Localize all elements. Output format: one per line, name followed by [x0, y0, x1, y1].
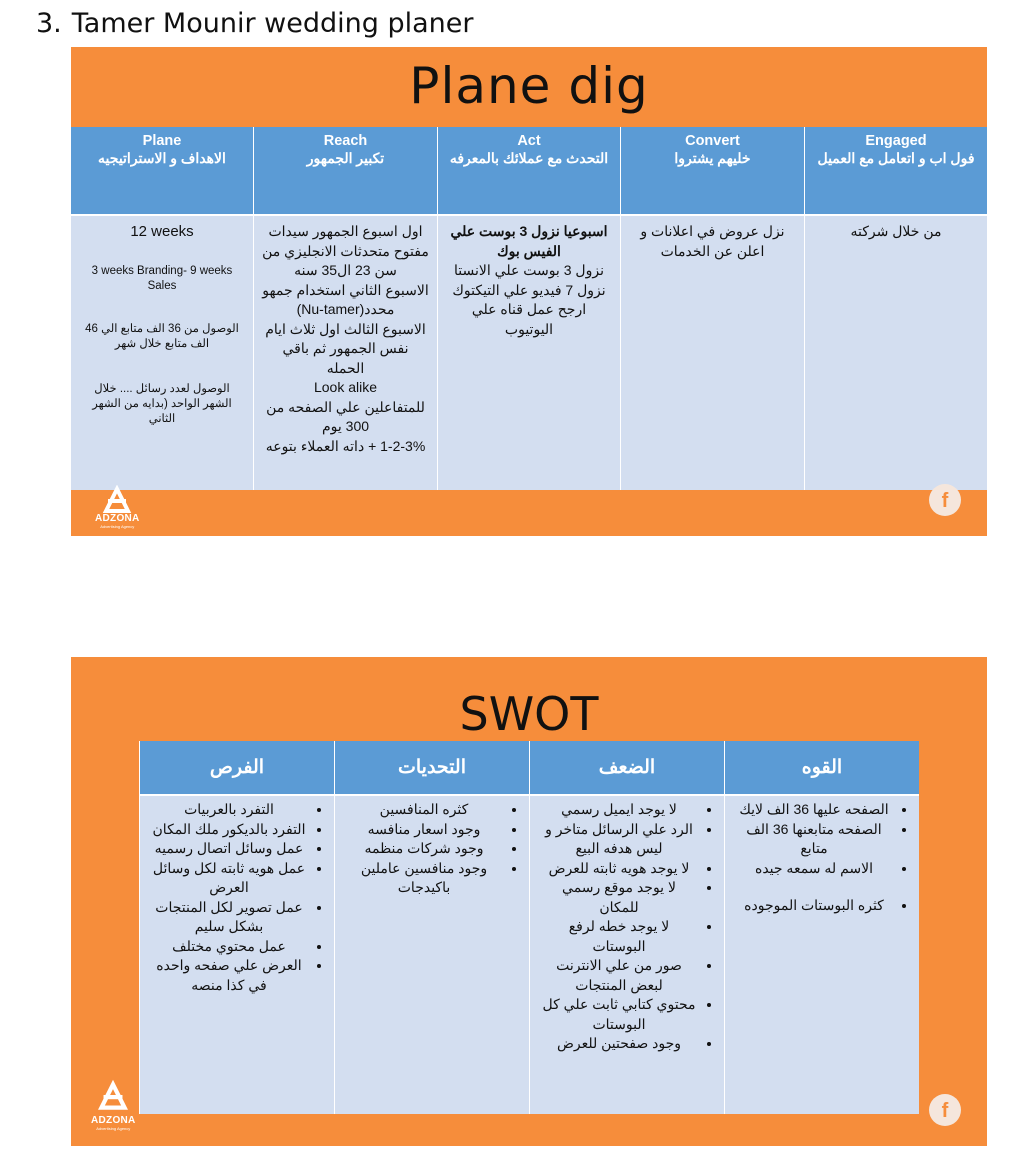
adzona-logo: [91, 1075, 136, 1131]
plan-column-reach: [254, 127, 438, 490]
engaged-text: من خلال شركته: [850, 223, 942, 239]
reach-line: 1-2-3% + داته العملاء بتوعه: [265, 437, 426, 454]
swot-column-strengths: [724, 741, 919, 1114]
swot-header-strengths: القوه: [725, 741, 919, 796]
plan-slide-title: Plane dig: [409, 57, 649, 115]
swot-column-opportunities: [139, 741, 334, 1114]
list-item: • كثره المنافسين: [347, 800, 501, 820]
logo-tagline: Advertising Agency: [96, 1126, 131, 1131]
list-item: • صور من علي الانترنت لبعض المنتجات: [542, 956, 696, 995]
reach-line: الاسبوع الثاني استخدام جمهو محدد(Nu-tamer): [262, 281, 429, 317]
plan-header-engaged: [805, 127, 987, 216]
reach-line: اول اسبوع الجمهور سيدات مفتوح متحدثات الانجليزي من سن 23 ال35 سنه: [262, 223, 429, 278]
list-item: • التفرد بالعربيات: [152, 800, 306, 820]
act-line: ارجح عمل قناه علي اليوتيوب: [471, 301, 587, 337]
swot-header-opportunities: الفرص: [140, 741, 334, 796]
header-ar: فول اب و اتعامل مع العميل: [817, 150, 975, 166]
swot-cell-threats: [335, 796, 529, 1114]
header-ar: تكبير الجمهور: [306, 150, 385, 166]
list-item: • عمل هويه ثابته لكل وسائل العرض: [152, 859, 306, 898]
swot-title: SWOT: [459, 687, 599, 741]
swot-cell-opportunities: [140, 796, 334, 1114]
reach-line: الاسبوع الثالث اول ثلاث ايام نفس الجمهور ثم باقي الحمله: [265, 320, 426, 376]
messages-goal-text: الوصول لعدد رسائل .... خلال الشهر الواحد (بدايه من الشهر الثاني: [92, 382, 232, 425]
header-ar: التحدث مع عملائك بالمعرفه: [449, 150, 609, 166]
list-item: • لا يوجد موقع رسمي للمكان: [542, 878, 696, 917]
list-item: • لا يوجد هويه ثابته للعرض: [542, 859, 696, 879]
list-item: • لا يوجد خطه لرفع البوستات: [542, 917, 696, 956]
document-heading: [36, 8, 473, 39]
plan-header-reach: [254, 127, 437, 216]
adzona-logo-icon: [93, 1075, 133, 1115]
swot-column-threats: [334, 741, 529, 1114]
opportunities-list: [152, 800, 324, 995]
facebook-icon[interactable]: f: [929, 484, 961, 516]
reach-line: للمتفاعلين علي الصفحه من 300 يوم: [266, 398, 425, 434]
list-item: • كثره البوستات الموجوده: [737, 896, 891, 916]
plan-cell-convert: [621, 216, 804, 490]
header-en: Reach: [323, 133, 368, 149]
facebook-icon[interactable]: f: [929, 1094, 961, 1126]
swot-table: [139, 741, 919, 1114]
list-item: • التفرد بالديكور ملك المكان: [152, 820, 306, 840]
plan-table: [71, 127, 987, 490]
heading-text: Tamer Mounir wedding planer: [71, 8, 474, 39]
plan-cell-act: [438, 216, 620, 490]
list-item: • الرد علي الرسائل متاخر و ليس هدفه البيع: [542, 820, 696, 859]
plan-slide: [71, 47, 987, 536]
header-en: Plane: [142, 133, 182, 149]
plan-header-convert: [621, 127, 804, 216]
plan-column-engaged: [805, 127, 987, 490]
swot-slide: [71, 657, 987, 1146]
plan-cell-reach: [254, 216, 437, 490]
header-ar: الاهداف و الاستراتيجيه: [98, 150, 226, 166]
swot-column-weaknesses: [529, 741, 724, 1114]
list-item: • الصفحه متابعنها 36 الف متابع: [737, 820, 891, 859]
logo-name: ADZONA: [95, 513, 140, 524]
list-item: • الاسم له سمعه جيده: [737, 859, 891, 879]
swot-cell-strengths: [725, 796, 919, 1114]
act-bold-line: اسبوعيا نزول 3 بوست علي الفيس بوك: [450, 223, 608, 259]
reach-line: Look alike: [313, 379, 378, 395]
plan-cell-plane: [71, 216, 253, 490]
list-item: • عمل محتوي مختلف: [152, 937, 306, 957]
convert-text: نزل عروض في اعلانات و اعلن عن الخدمات: [640, 223, 785, 259]
list-item: • عمل تصوير لكل المنتجات بشكل سليم: [152, 898, 306, 937]
header-en: Act: [517, 133, 541, 149]
header-en: Engaged: [865, 133, 927, 149]
swot-header-threats: التحديات: [335, 741, 529, 796]
weeks-text: 12 weeks: [130, 223, 194, 240]
plan-cell-engaged: [805, 216, 987, 490]
act-line: نزول 3 بوست علي الانستا: [454, 262, 604, 278]
list-item: • الصفحه عليها 36 الف لايك: [737, 800, 891, 820]
plan-column-act: [438, 127, 621, 490]
list-item: • العرض علي صفحه واحده في كذا منصه: [152, 956, 306, 995]
list-item: • وجود صفحتين للعرض: [542, 1034, 696, 1054]
plan-column-convert: [621, 127, 805, 490]
heading-number: 3.: [36, 8, 62, 39]
list-item: • وجود منافسين عاملين باكيدجات: [347, 859, 501, 898]
header-ar: خليهم يشتروا: [674, 150, 751, 166]
list-item: • عمل وسائل اتصال رسميه: [152, 839, 306, 859]
swot-header-weaknesses: الضعف: [530, 741, 724, 796]
list-item: • وجود شركات منظمه: [347, 839, 501, 859]
list-item: • لا يوجد ايميل رسمي: [542, 800, 696, 820]
list-item: • محتوي كتابي ثابت علي كل البوستات: [542, 995, 696, 1034]
logo-name: ADZONA: [91, 1115, 136, 1126]
adzona-logo-icon: [98, 485, 136, 513]
branding-text: 3 weeks Branding- 9 weeks Sales: [91, 264, 233, 292]
plan-header-act: [438, 127, 620, 216]
reach-goal-text: الوصول من 36 الف متابع الي 46 الف متابع خلال شهر: [85, 322, 239, 350]
swot-cell-weaknesses: [530, 796, 724, 1114]
logo-tagline: Advertising Agency: [100, 524, 135, 529]
adzona-logo: [95, 485, 140, 529]
list-item: • وجود اسعار منافسه: [347, 820, 501, 840]
strengths-list: [737, 800, 909, 916]
plan-header-plane: [71, 127, 253, 216]
act-line: نزول 7 فيديو علي التيكتوك: [452, 281, 606, 298]
header-en: Convert: [685, 133, 740, 149]
threats-list: [347, 800, 519, 898]
plan-column-plane: [71, 127, 254, 490]
weaknesses-list: [542, 800, 714, 1054]
